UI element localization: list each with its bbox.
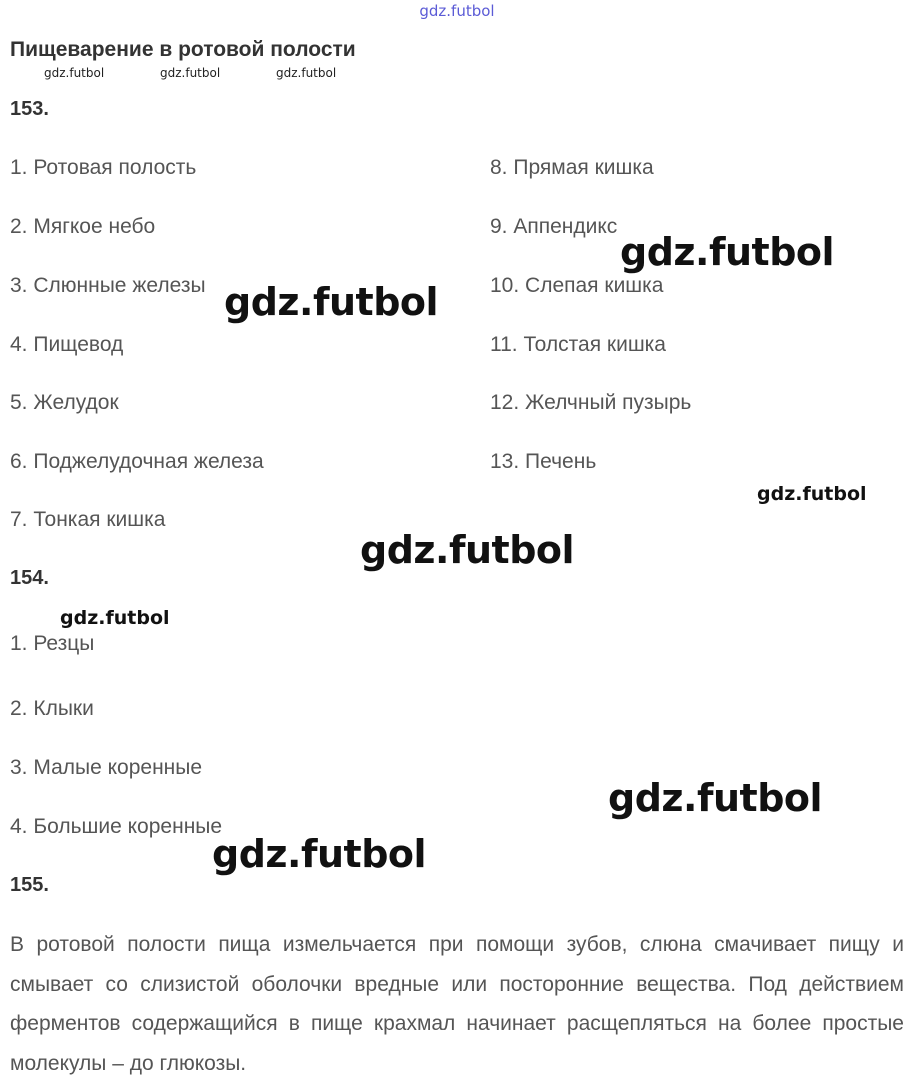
watermark-medium: gdz.futbol bbox=[757, 483, 867, 505]
task-155-number: 155. bbox=[10, 874, 49, 896]
list-item: 2. Клыки bbox=[10, 697, 94, 720]
list-item: 11. Толстая кишка bbox=[490, 333, 666, 356]
task-154-number: 154. bbox=[10, 567, 49, 589]
watermark-top: gdz.futbol bbox=[419, 2, 495, 20]
list-item: 8. Прямая кишка bbox=[490, 156, 654, 179]
page-title: Пищеварение в ротовой полости bbox=[10, 38, 356, 61]
list-item: 13. Печень bbox=[490, 450, 597, 473]
list-item: 3. Слюнные железы bbox=[10, 274, 206, 297]
list-item: 12. Желчный пузырь bbox=[490, 391, 692, 414]
watermark-large: gdz.futbol bbox=[360, 528, 575, 572]
list-item: 7. Тонкая кишка bbox=[10, 508, 166, 531]
list-item: 5. Желудок bbox=[10, 391, 119, 414]
watermark-large: gdz.futbol bbox=[212, 832, 427, 876]
list-item: 10. Слепая кишка bbox=[490, 274, 664, 297]
list-item: 4. Большие коренные bbox=[10, 815, 223, 838]
list-item: 4. Пищевод bbox=[10, 333, 124, 356]
watermark-small-1: gdz.futbol bbox=[44, 66, 105, 80]
watermark-large: gdz.futbol bbox=[620, 230, 835, 274]
task-153-number: 153. bbox=[10, 98, 49, 120]
watermark-small-2: gdz.futbol bbox=[160, 66, 221, 80]
list-item: 1. Ротовая полость bbox=[10, 156, 197, 179]
watermark-large: gdz.futbol bbox=[608, 776, 823, 820]
list-item: 3. Малые коренные bbox=[10, 756, 203, 779]
list-item: 2. Мягкое небо bbox=[10, 215, 156, 238]
watermark-medium: gdz.futbol bbox=[60, 607, 170, 629]
list-item: 6. Поджелудочная железа bbox=[10, 450, 264, 473]
watermark-large: gdz.futbol bbox=[224, 280, 439, 324]
watermark-small-3: gdz.futbol bbox=[276, 66, 337, 80]
task-155-paragraph: В ротовой полости пища измельчается при помощи зубов, слюна смачивает пищу и смывает со слизистой оболочки вредные или посторонние вещества. Под действием ферментов содержащийся в пище крахмал начинает расщепляться на более простые молекулы – до глюкозы. bbox=[10, 933, 904, 1075]
list-item: 9. Аппендикс bbox=[490, 215, 618, 238]
list-item: 1. Резцы bbox=[10, 632, 95, 655]
